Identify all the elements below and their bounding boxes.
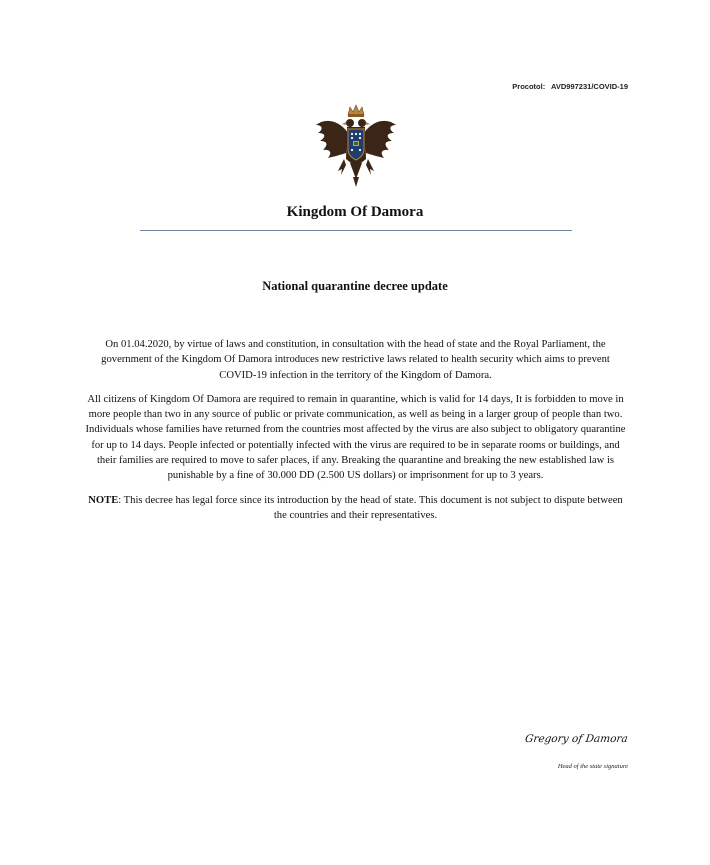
protocol-value: AVD997231/COVID-19 bbox=[551, 82, 628, 91]
paragraph-note bbox=[84, 493, 627, 524]
double-headed-eagle-crest-icon bbox=[314, 103, 398, 191]
decree-subtitle: National quarantine decree update bbox=[262, 279, 448, 293]
title-divider bbox=[140, 230, 572, 231]
paragraph-rules: All citizens of Kingdom Of Damora are required to remain in quarantine, which is valid for 14 days, It is forbidden to move in more people than two in any source of public or private communication, as well as being in a larger group of people than two. Individuals whose families have returned from the countries most affected by the virus are also subject to obligatory quarantine for up to 14 days. People infected or potentially infected with the virus are required to be in separate rooms or buildings, and their families are required to move to safer places, if any. Breaking the quarantine and breaking the new established law is punishable by a fine of 30.000 DD (2.500 US dollars) or imprisonment for up to 3 years. bbox=[85, 393, 626, 482]
signature-caption: Head of the state signature bbox=[557, 763, 628, 770]
note-label: NOTE bbox=[88, 494, 119, 506]
protocol-line bbox=[512, 82, 628, 91]
protocol-label: Procotol: bbox=[512, 82, 546, 91]
note-text: : This decree has legal force since its introduction by the head of state. This document is not subject to dispute between the countries and their representatives. bbox=[118, 494, 623, 521]
decree-body bbox=[84, 337, 627, 532]
paragraph-intro: On 01.04.2020, by virtue of laws and constitution, in consultation with the head of state and the Royal Parliament, the government of the Kingdom Of Damora introduces new restrictive laws related to health security which aims to prevent COVID-19 infection in the territory of the Kingdom of Damora. bbox=[101, 339, 610, 381]
signature: Gregory of Damora bbox=[524, 733, 629, 745]
kingdom-title: Kingdom Of Damora bbox=[286, 204, 424, 220]
